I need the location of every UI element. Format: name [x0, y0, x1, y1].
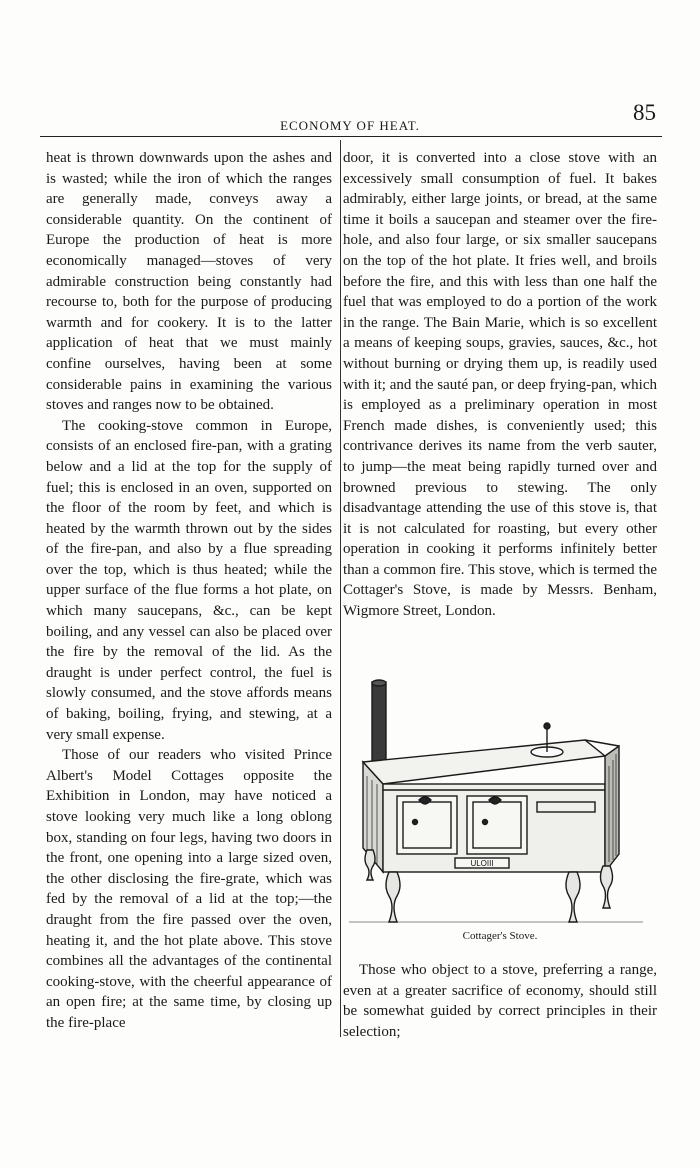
paragraph: Those who object to a stove, preferring a range, even at a greater sacrifice of economy, should still be somewhat guided by correct principles in their selection;: [343, 962, 657, 1040]
stove-leg: [386, 872, 400, 922]
left-column: [46, 148, 332, 1034]
oven-door: [397, 796, 457, 854]
stove-leg: [601, 866, 613, 908]
figure-caption: Cottager's Stove.: [462, 930, 538, 942]
running-title: ECONOMY OF HEAT.: [280, 118, 420, 133]
header-rule: [40, 136, 662, 137]
stove-pipe: [372, 682, 386, 762]
paragraph: heat is thrown downwards upon the ashes and is wasted; while the iron of which the ranges are generally made, conveys away a considerable quantity. On the continent of Europe the production of heat is more economically managed—stoves of very admirable construction being constantly had recourse to, both for the purpose of producing warmth and for cookery. It is to the latter application of heat that we must mainly confine ourselves, having been at some considerable pains in examining the various stoves and ranges now to be obtained.: [46, 150, 332, 414]
column-divider: [340, 140, 341, 1037]
paragraph: door, it is converted into a close stove with an excessively small consumption of fuel. It bakes admirably, either large joints, or bread, at the same time it boils a saucepan and steamer over the fire-hole, and also four large, or six smaller saucepans on the top of the hot plate. It fries well, and broils before the fire, and this with less than one half the fuel that was employed to do a portion of the work in the range. The Bain Marie, which is so excellent a means of keeping soups, gravies, sauces, &c., hot without burning or drying them up, is readily used with it; and the sauté pan, or deep frying-pan, which is employed as a preliminary operation in most French made dishes, is conveniently used; this contrivance derives its name from the verb sauter, to jump—the meat being rapidly turned over and browned previous to stewing. The only disadvantage attending the use of this stove is, that it is not calculated for roasting, but every other operation in cooking it performs infinitely better than a common fire. This stove, which is termed the Cottager's Stove, is made by Messrs. Benham, Wigmore Street, London.: [343, 150, 657, 620]
fire-door: [467, 796, 527, 854]
paragraph: The cooking-stove common in Europe, consists of an enclosed fire-pan, with a grating below and a lid at the top for the supply of fuel; this is enclosed in an oven, supported on the floor of the room by feet, and which is heated by the warmth thrown out by the sides of the fire-pan, and also by a flue spreading over the top, which is thus heated; while the upper surface of the flue forms a hot plate, on which many saucepans, &c., can be kept boiling, and any vessel can also be placed over the fire by the removal of the lid. As the draught is under perfect control, the fuel is slowly consumed, and the stove affords means of baking, boiling, frying, and stewing, at a very small expense.: [46, 417, 332, 743]
right-column-top: [343, 148, 657, 622]
cottagers-stove-illustration: [343, 676, 657, 926]
stove-plate-text: ULOIII: [470, 859, 494, 868]
running-head: [40, 100, 660, 136]
stove-leg: [365, 850, 375, 880]
stove-leg: [566, 872, 580, 922]
paragraph: Those of our readers who visited Prince Albert's Model Cottages opposite the Exhibition in London, may have noticed a stove looking very much like a long oblong box, standing on four legs, having two doors in the front, one opening into a large sized oven, the other disclosing the fire-grate, which was fed by the removal of a lid at the top;—the draught from the fire passed over the oven, heating it, and the hot plate above. This stove combines all the advantages of the continental cooking-stove, with the cheerful appearance of an open fire; at the same time, by closing up the fire-place: [46, 747, 332, 1031]
page-number: 85: [633, 100, 656, 125]
hot-plate: [363, 740, 605, 784]
stove-figure: [343, 676, 657, 948]
right-column-bottom: [343, 960, 657, 1042]
